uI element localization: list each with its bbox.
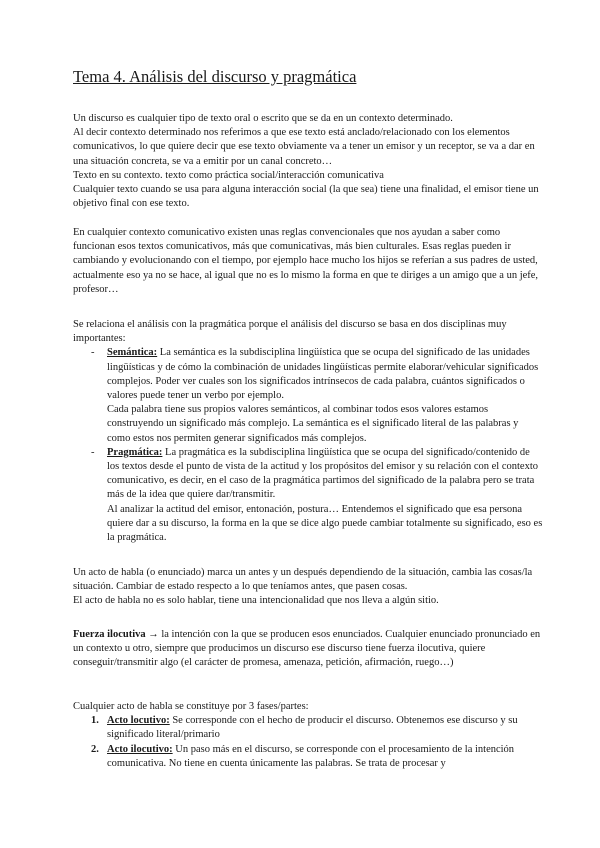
paragraph-disciplinas-intro: Se relaciona el análisis con la pragmática porque el análisis del discurso se basa en dos disciplinas muy importantes:: [73, 319, 507, 345]
list-item-pragmatica: [73, 446, 543, 545]
arrow-symbol: →: [145, 629, 162, 640]
disciplinas-block: [73, 318, 543, 545]
definition-block: [73, 112, 543, 211]
paragraph-discurso-definition: Un discurso es cualquier tipo de texto oral o escrito que se da en un contexto determinado.: [73, 113, 453, 124]
pragmatica-text: La pragmática es la subdisciplina lingüística que se ocupa del significado/contenido de los textos desde el punto de vista de la actitud y los propósitos del emisor y su relación con el contexto comunicativo, es decir, en el caso de la pragmática partimos del significado de la palabra pero se trata más de la idea que quiere dar/transmitir.: [107, 446, 538, 501]
semantica-text-continued: Cada palabra tiene sus propios valores semánticos, al combinar todos esos valores estamos construyendo un significado más complejo. La semántica es el significado literal de las palabras y como estos nos permiten generar significados más complejos.: [107, 404, 519, 444]
list-bullet: -: [91, 446, 95, 458]
term-fuerza-ilocutiva: Fuerza ilocutiva: [73, 629, 146, 640]
paragraph-acto-habla: Un acto de habla (o enunciado) marca un antes y un después dependiendo de la situación, cambia las cosas/la situación. Cambiar de estado respecto a lo que teníamos antes, que pasen cosas.: [73, 567, 533, 593]
semantica-text: La semántica es la subdisciplina lingüística que se ocupa del significado de las unidades lingüísticas y de cómo la combinación de unidades lingüísticas permite elaborar/vehicular significados complejos. Poder ver cuales son los significados intrínsecos de cada palabra, cuántos significados o valores puede tener un verbo por ejemplo.: [107, 347, 539, 402]
pragmatica-text-continued: Al analizar la actitud del emisor, entonación, postura… Entendemos el significado que esa persona quiere dar a su discurso, la forma en la que se dice algo puede cambiar totalmente su significado, eso es la pragmática.: [107, 503, 543, 544]
paragraph-contexto: Al decir contexto determinado nos referimos a que ese texto está anclado/relacionado con los elementos comunicativos, lo que quiere decir que ese texto obviamente va a tener un emisor y un receptor, se va a dar en una situación concreta, se va a emitir por un canal concreto…: [73, 127, 535, 167]
paragraph-intencionalidad: El acto de habla no es solo hablar, tiene una intencionalidad que nos lleva a algún sitio.: [73, 595, 439, 607]
disciplines-list: [73, 346, 543, 545]
list-number: 2.: [91, 743, 99, 755]
list-item-semantica: [73, 346, 543, 445]
fuerza-ilocutiva-text: la intención con la que se producen esos enunciados. Cualquier enunciado pronunciado en un contexto u otro, siempre que producimos un discurso ese discurso tiene fuerza ilocutiva, quiere conseguir/transmitir algo (el carácter de promesa, amenaza, petición, afirmación, ruego…): [73, 629, 541, 669]
acto-ilocutivo-text: Un paso más en el discurso, se corresponde con el procesamiento de la intención comunicativa. No tiene en cuenta únicamente las palabras. Se trata de procesar y: [107, 743, 515, 769]
term-semantica: Semántica:: [107, 347, 158, 359]
list-number: 1.: [91, 715, 99, 727]
fases-block: [73, 700, 543, 771]
list-item-acto-locutivo: [73, 714, 543, 742]
phases-list: [73, 714, 543, 771]
paragraph-fuerza-ilocutiva: [73, 628, 543, 671]
acto-locutivo-text: Se corresponde con el hecho de producir el discurso. Obtenemos ese discurso y su significado literal/primario: [107, 715, 518, 741]
list-bullet: -: [91, 347, 95, 359]
list-item-acto-ilocutivo: [73, 743, 543, 771]
term-acto-ilocutivo: Acto ilocutivo:: [107, 743, 173, 755]
fuerza-block: [73, 628, 543, 671]
term-acto-locutivo: Acto locutivo:: [107, 715, 170, 727]
paragraph-texto-contexto: Texto en su contexto. texto como práctica social/interacción comunicativa: [73, 169, 384, 181]
acto-habla-block: [73, 566, 543, 609]
reglas-block: [73, 226, 543, 297]
paragraph-finalidad: Cualquier texto cuando se usa para alguna interacción social (la que sea) tiene una finalidad, el emisor tiene un objetivo final con ese texto.: [73, 184, 539, 210]
term-pragmatica: Pragmática:: [107, 446, 163, 458]
paragraph-fases-intro: Cualquier acto de habla se constituye por 3 fases/partes:: [73, 701, 309, 712]
paragraph-reglas: En cualquier contexto comunicativo existen unas reglas convencionales que nos ayudan a saber como funcionan esos textos comunicativos, más que comunicativas, más bien culturales. Esas reglas pueden ir cambiando y evolucionando con el tiempo, por ejemplo hace mucho los hijos se referían a sus padres de usted, actualmente eso ya no se hace, al igual que no es lo mismo la forma en que te diriges a un amigo que a un jefe, profesor…: [73, 227, 539, 295]
page-title: Tema 4. Análisis del discurso y pragmática: [73, 67, 357, 86]
